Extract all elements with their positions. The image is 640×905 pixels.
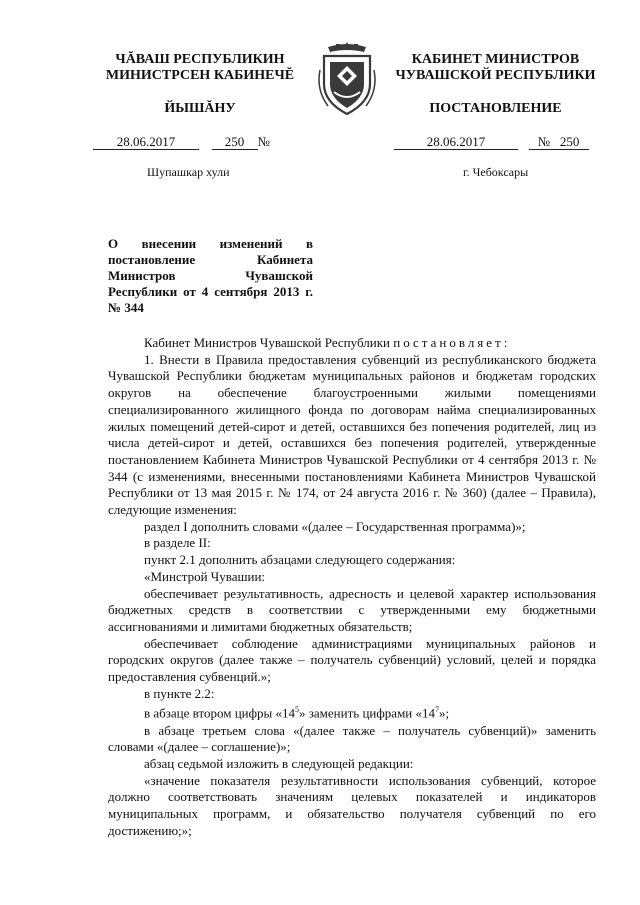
document-body (108, 335, 596, 839)
intro-text: Кабинет Министров Чувашской Республики (144, 335, 394, 350)
number-sign: № (537, 134, 551, 149)
date-value: 28.06.2017 (93, 135, 199, 150)
doc-type-russian: ПОСТАНОВЛЕНИЕ (429, 101, 562, 116)
p9-part-b: » заменить цифрами «14 (299, 705, 435, 721)
paragraph-1: 1. Внести в Правила предоставления субвенций из республиканского бюджета Чувашской Республики бюджетам муниципальных районов и бюджетам городских округов на обеспечение благоустроенными жилыми помещениями специализированного жилищного фонда по договорам найма специализированных жилых помещений детей-сирот и детей, оставшихся без попечения родителей, лиц из числа детей-сирот и детей, оставшихся без попечения родителей, утвержденные постановлением Кабинета Министров Чувашской Республики от 4 сентября 2013 г. № 344 (с изменениями, внесенными постановлениями Кабинета Министров Чувашской Республики от 13 мая 2015 г. № 174, от 24 августа 2016 г. № 360) (далее – Правила), следующие изменения: (108, 351, 596, 518)
paragraph-7: обеспечивает соблюдение администрациями муниципальных районов и городских округов (далее также – получатель субвенций) условий, целей и порядка предоставления субвенций.»; (108, 635, 596, 685)
issuer-name-russian (383, 52, 608, 84)
city-chuvash: Шупашкар хули (147, 165, 230, 179)
paragraph-5: «Минстрой Чувашии: (144, 568, 266, 584)
date-number-left (93, 134, 270, 150)
p9-part-c: »; (439, 705, 450, 721)
p9-part-a: в абзаце втором цифры «14 (144, 705, 296, 721)
date-number-right (394, 134, 589, 150)
resolution-word: постановляет: (393, 335, 511, 350)
issuer-name-chuvash (95, 52, 305, 84)
issuer-line-2: МИНИСТРСЕН КАБИНЕЧĔ (105, 68, 295, 83)
paragraph-10: в абзаце третьем слова «(далее также – получатель субвенций)» заменить словами «(далее – соглашение)»; (108, 722, 596, 755)
issuer-line-1: ЧĂВАШ РЕСПУБЛИКИН (115, 52, 285, 67)
issuer-line-2: ЧУВАШСКОЙ РЕСПУБЛИКИ (395, 68, 596, 83)
number-sign: № (257, 134, 270, 149)
coat-of-arms-icon (314, 40, 380, 120)
number-value: 250 (212, 135, 258, 150)
date-value: 28.06.2017 (394, 135, 518, 150)
number-block (529, 135, 589, 150)
paragraph-11: абзац седьмой изложить в следующей редакции: (144, 755, 414, 771)
paragraph-3: в разделе II: (144, 535, 211, 551)
p9-superscript-1: 5 (295, 705, 300, 715)
intro-paragraph (108, 335, 596, 352)
paragraph-8: в пункте 2.2: (144, 685, 215, 701)
number-value: 250 (559, 134, 580, 149)
paragraph-9 (108, 702, 596, 722)
document-subject: О внесении изменений в постановление Кабинета Министров Чувашской Республики от 4 сентября 2013 г. № 344 (108, 236, 313, 315)
issuer-line-1: КАБИНЕТ МИНИСТРОВ (411, 52, 580, 67)
city-russian: г. Чебоксары (463, 165, 529, 179)
paragraph-6: обеспечивает результативность, адресность и целевой характер использования бюджетных средств в соответствии с утвержденными ему бюджетными ассигнованиями и лимитами бюджетных обязательств; (108, 585, 596, 634)
paragraph-2: раздел I дополнить словами «(далее – Государственная программа)»; (144, 518, 526, 534)
paragraph-12: «значение показателя результативности использования субвенций, которое должно соответствовать значениям целевых показателей и индикаторов муниципальных программ, и обязательство получателя субвенций по его достижению;»; (108, 772, 596, 838)
paragraph-4: пункт 2.1 дополнить абзацами следующего содержания: (144, 552, 456, 568)
p9-superscript-2: 7 (435, 705, 439, 715)
doc-type-chuvash: ЙЫШĂНУ (164, 101, 236, 116)
